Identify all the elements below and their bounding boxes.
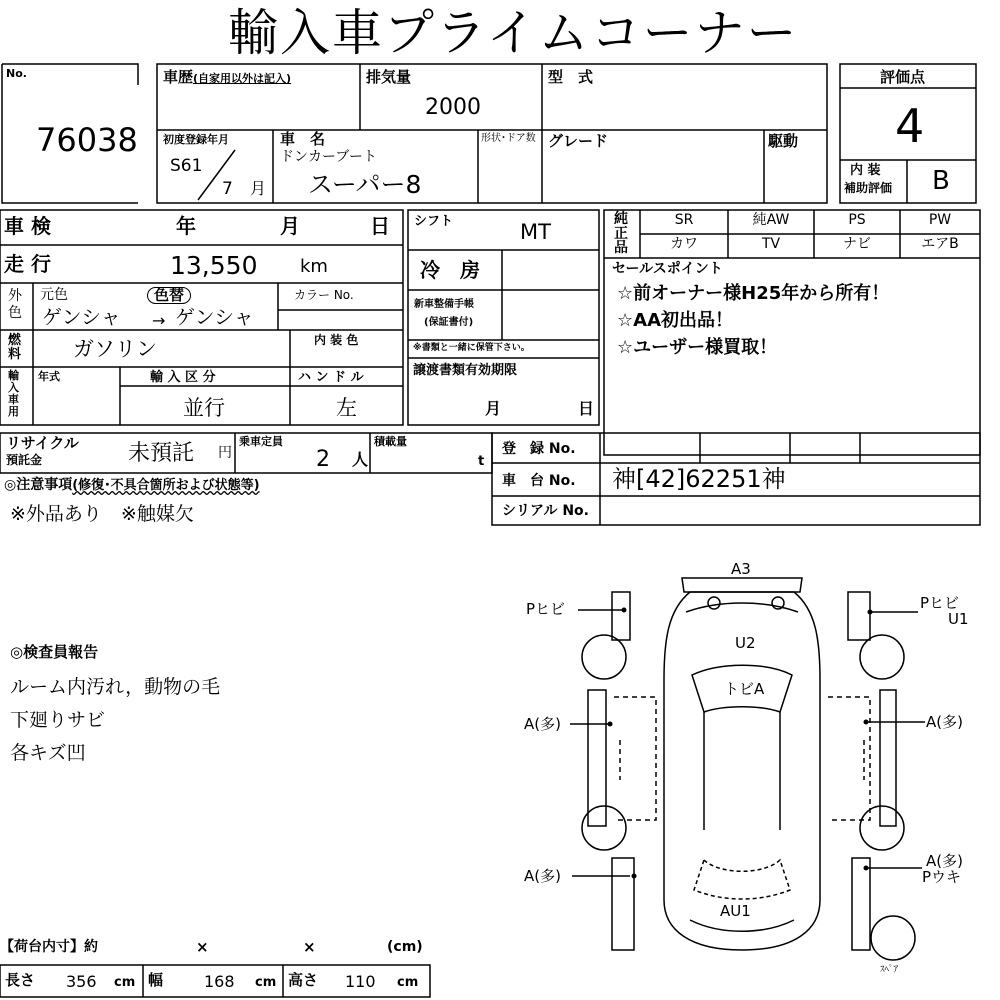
color-arrow: →	[152, 311, 166, 330]
sales-point-item: ☆前オーナー様H25年から所有！	[617, 283, 890, 304]
chassis-label: 車 台 No.	[502, 473, 576, 489]
diagram-label-left-front: Pヒビ	[526, 600, 566, 618]
car-name-value: スーパー8	[308, 170, 422, 199]
caution-text: ※外品あり ※触媒欠	[10, 503, 194, 525]
import-year-label: 年式	[38, 370, 60, 383]
transfer-month: 月	[485, 399, 502, 418]
cargo-x2: ×	[303, 938, 316, 956]
cargo-length-value: 356	[66, 972, 97, 991]
transfer-label: 譲渡書類有効期限	[413, 363, 518, 378]
cargo-unit-header: (cm)	[387, 939, 423, 955]
cargo-height-label: 高さ	[288, 971, 319, 989]
color-side-label: 外色	[8, 288, 22, 321]
diagram-label-right-rear-2: Pウキ	[922, 868, 962, 886]
load-label: 積載量	[374, 435, 407, 448]
equipment-item: エアB	[921, 236, 959, 252]
mileage-label: 走 行	[4, 252, 51, 276]
equipment-item: PW	[928, 212, 952, 228]
sales-point-item: ☆ユーザー様買取！	[617, 337, 778, 358]
shaken-month: 月	[280, 214, 300, 238]
diagram-label-windshield: トビA	[724, 680, 765, 698]
equipment-side-label: 純正品	[614, 211, 628, 257]
diagram-label-right-mid: A(多)	[926, 713, 963, 731]
first-reg-era-year: S61	[170, 156, 203, 176]
mileage-value: 13,550	[170, 251, 258, 280]
serial-label: シリアル No.	[502, 503, 589, 519]
handle-label: ハ ン ド ル	[298, 370, 364, 385]
cargo-x1: ×	[196, 938, 209, 956]
cargo-width-label: 幅	[148, 971, 164, 989]
registration-label: 登 録 No.	[502, 441, 576, 457]
fuel-side-label: 燃料	[8, 333, 22, 363]
equipment-item: PS	[848, 212, 866, 228]
model-label: 型 式	[548, 68, 594, 86]
score-value: 4	[895, 99, 925, 153]
history-label: 車歴(自家用以外は記入)	[163, 68, 292, 86]
capacity-label: 乗車定員	[239, 435, 283, 448]
caution-label: ◎注意事項(修復･不具合箇所および状態等)	[4, 477, 260, 493]
interior-label-2: 補助評価	[844, 181, 893, 195]
interior-score-value: B	[932, 166, 950, 196]
interior-label-1: 内 装	[850, 163, 881, 178]
diagram-label-left-mid: A(多)	[524, 715, 561, 733]
cargo-width-unit: cm	[255, 975, 277, 990]
diagram-label-right-front-2: U1	[948, 610, 969, 628]
shaken-day: 日	[370, 214, 390, 238]
recycle-label-1: リサイクル	[6, 434, 79, 452]
shaken-label: 車 検	[4, 214, 51, 238]
car-maker: ドンカーブート	[280, 149, 377, 165]
color-no-label: カラー No.	[294, 288, 354, 302]
import-side-label: 輸入車用	[8, 369, 19, 419]
equipment-item: ナビ	[843, 236, 871, 252]
shift-value: MT	[520, 220, 551, 244]
lot-label: No.	[6, 67, 27, 80]
maintenance-label-1: 新車整備手帳	[414, 299, 474, 310]
cargo-height-unit: cm	[397, 975, 419, 990]
inspector-line: ルーム内汚れ，動物の毛	[10, 676, 221, 698]
color-to: ゲンシャ	[175, 305, 254, 329]
maintenance-label-2: (保証書付)	[424, 317, 474, 328]
lot-number: 76038	[36, 121, 138, 159]
import-class-label: 輸 入 区 分	[150, 370, 216, 385]
capacity-value: 2	[316, 447, 330, 472]
first-reg-month-unit: 月	[250, 179, 267, 198]
cargo-header: 【荷台内寸】約	[0, 939, 98, 955]
inspector-label: ◎検査員報告	[10, 643, 99, 661]
inspector-line: 下廻りサビ	[10, 709, 106, 731]
recycle-value: 未預託	[128, 441, 195, 466]
fuel-value: ガソリン	[73, 337, 157, 361]
score-label: 評価点	[880, 68, 926, 86]
first-reg-label: 初度登録年月	[163, 133, 229, 146]
equipment-item: TV	[761, 236, 781, 252]
first-reg-month: 7	[222, 179, 233, 199]
aircon-label: 冷 房	[420, 258, 480, 282]
sales-point-item: ☆AA初出品！	[617, 310, 733, 331]
handle-value: 左	[336, 396, 357, 420]
sales-points-label: セールスポイント	[612, 261, 723, 277]
inspector-line: 各キズ凹	[10, 742, 86, 764]
diagram-label-right-front-1: Pヒビ	[920, 594, 960, 612]
orig-color-label: 元色	[40, 287, 68, 303]
color-changed-label: 色替	[147, 287, 191, 304]
cargo-length-unit: cm	[114, 975, 136, 990]
diagram-label-top: A3	[731, 560, 751, 578]
diagram-label-roof: U2	[735, 634, 756, 652]
color-from: ゲンシャ	[42, 305, 121, 329]
displacement-value: 2000	[425, 95, 481, 120]
mileage-unit: km	[300, 256, 328, 277]
cargo-height-value: 110	[345, 972, 376, 991]
equipment-item: カワ	[670, 236, 698, 252]
shift-label: シフト	[414, 214, 454, 229]
shape-doors-label: 形状･ドア数	[481, 133, 536, 144]
import-class-value: 並行	[183, 396, 225, 420]
transfer-day: 日	[578, 399, 595, 418]
capacity-unit: 人	[352, 450, 369, 469]
equipment-item: SR	[674, 212, 694, 228]
drive-label: 駆動	[768, 132, 799, 150]
diagram-label-rear: AU1	[720, 902, 751, 920]
cargo-width-value: 168	[204, 972, 235, 991]
page-title: 輸入車プライムコーナー	[228, 4, 799, 62]
cargo-length-label: 長さ	[5, 971, 36, 989]
car-name-label: 車 名	[280, 130, 326, 148]
diagram-label-left-rear: A(多)	[524, 867, 561, 885]
diagram-label-spare: ｽﾍﾟｱ	[880, 965, 899, 975]
diagram-label-right-rear-1: A(多)	[926, 852, 963, 870]
shaken-year: 年	[176, 214, 196, 238]
interior-color-label: 内 装 色	[314, 333, 359, 347]
equipment-item: 純AW	[752, 212, 790, 228]
displacement-label: 排気量	[366, 68, 412, 86]
recycle-unit: 円	[218, 445, 232, 461]
maintenance-note: ※書類と一緒に保管下さい。	[413, 343, 530, 353]
chassis-value: 神[42]62251神	[612, 465, 786, 493]
grade-label: グレード	[548, 132, 609, 150]
recycle-label-2: 預託金	[6, 453, 43, 467]
load-unit: t	[478, 454, 485, 469]
